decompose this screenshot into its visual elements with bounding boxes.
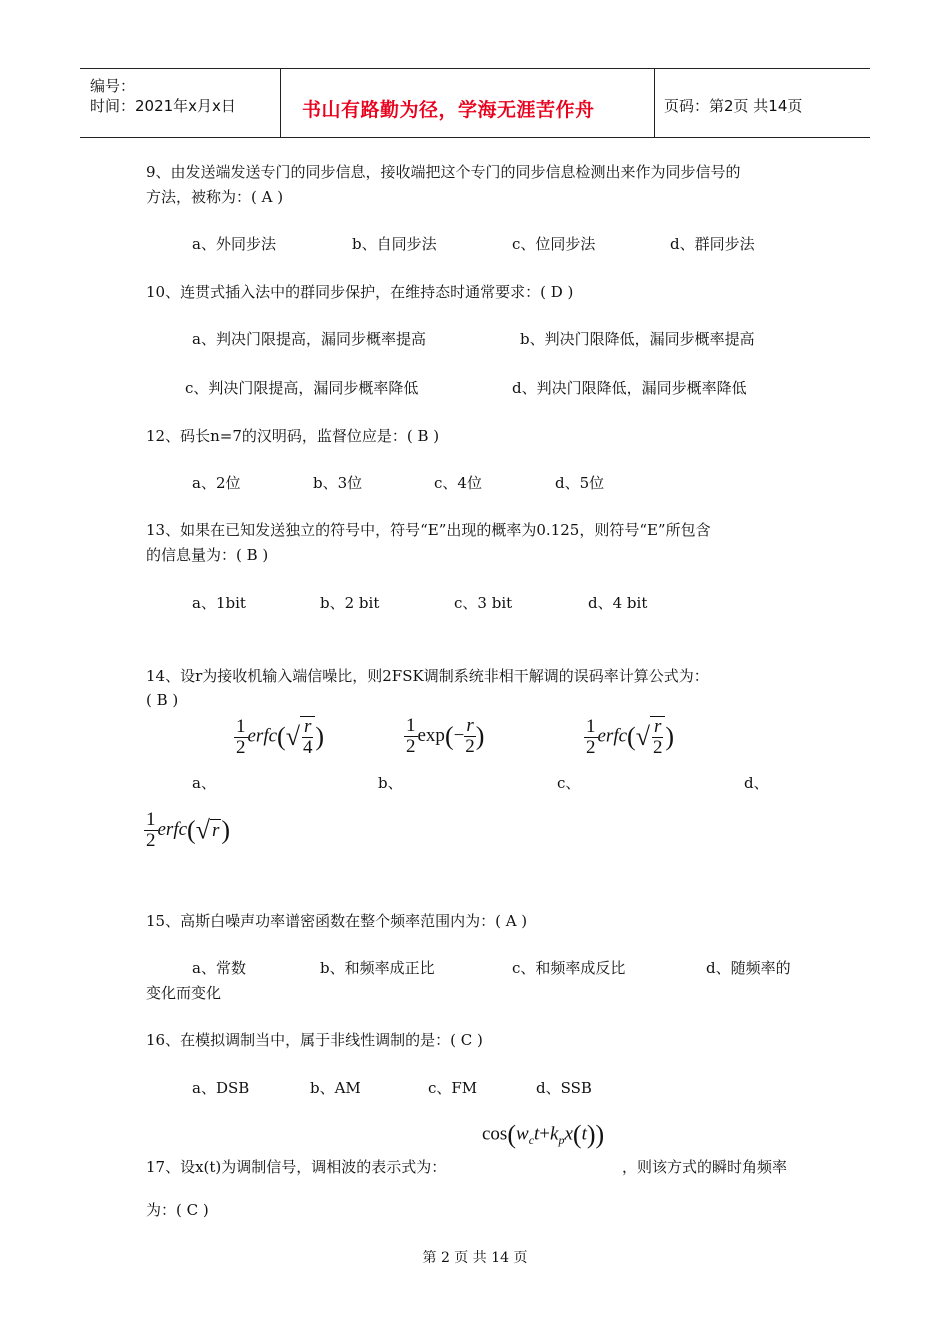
q9-option-a: a、外同步法 — [192, 235, 276, 253]
q9-option-c: c、位同步法 — [512, 235, 596, 253]
q16-option-a: a、DSB — [192, 1079, 250, 1097]
fraction: $\frac{1}{2}$ — [586, 715, 596, 758]
fraction: $\frac{1}{2}$ — [236, 715, 246, 758]
page-footer: 第 2 页 共 14 页 — [422, 1250, 528, 1266]
q13-option-a: a、1bit — [192, 594, 246, 612]
q12-option-b: b、3位 — [313, 474, 363, 492]
q10-option-c: c、判决门限提高，漏同步概率降低 — [185, 379, 419, 397]
fraction: $\frac{1}{2}$ — [146, 809, 156, 851]
q15-line1: 15、高斯白噪声功率谱密函数在整个频率范围内为：( A ) — [146, 912, 528, 930]
q17-line1: 17、设x(t)为调制信号，调相波的表示式为： — [146, 1158, 447, 1176]
q10-option-a: a、判决门限提高，漏同步概率提高 — [192, 330, 426, 348]
q17-line2: 为：( C ) — [146, 1201, 209, 1219]
q13-line1: 13、如果在已知发送独立的符号中，符号“E”出现的概率为0.125，则符号“E”所包含 — [146, 521, 711, 539]
q10-option-b: b、判决门限降低，漏同步概率提高 — [520, 330, 755, 348]
q14-line1: 14、设r为接收机输入端信噪比，则2FSK调制系统非相干解调的误码率计算公式为： — [146, 667, 709, 685]
q9-option-d: d、群同步法 — [670, 235, 755, 253]
q9-line1: 9、由发送端发送专门的同步信息，接收端把这个专门的同步信息检测出来作为同步信号的 — [146, 163, 741, 181]
q13-option-d: d、4 bit — [588, 594, 648, 612]
q17-line1-tail: ，则该方式的瞬时角频率 — [622, 1158, 788, 1176]
q15-continuation: 变化而变化 — [146, 984, 222, 1002]
q9-option-b: b、自同步法 — [352, 235, 437, 253]
q14-option-c: c、 — [557, 774, 581, 792]
q16-option-d: d、SSB — [536, 1079, 592, 1097]
q15-option-b: b、和频率成正比 — [320, 959, 435, 977]
header-divider — [280, 69, 281, 137]
formula-d: $\frac{1}{2}$ erfc(√ r) — [146, 809, 231, 851]
q12-option-a: a、2位 — [192, 474, 241, 492]
header-divider — [654, 69, 655, 137]
q16-option-b: b、AM — [310, 1079, 361, 1097]
q14-option-d: d、 — [744, 774, 769, 792]
q16-option-c: c、FM — [428, 1079, 478, 1097]
q10-line1: 10、连贯式插入法中的群同步保护，在维持态时通常要求：( D ) — [146, 283, 574, 301]
q12-option-c: c、4位 — [434, 474, 482, 492]
q14-option-b: b、 — [378, 774, 403, 792]
formula-c: $\frac{1}{2}$ erfc(√ $\frac{r}{2}$ ) — [586, 715, 675, 758]
q14-line2: ( B ) — [146, 691, 179, 709]
fraction: $\frac{1}{2}$ — [406, 715, 416, 757]
number-label: 编号： — [90, 77, 136, 95]
q15-option-a: a、常数 — [192, 959, 246, 977]
q15-option-d: d、随频率的 — [706, 959, 791, 977]
motto: 书山有路勤为径，学海无涯苦作舟 — [302, 99, 595, 121]
q13-option-c: c、3 bit — [454, 594, 513, 612]
q12-line1: 12、码长n=7的汉明码，监督位应是：( B ) — [146, 427, 440, 445]
q12-option-d: d、5位 — [555, 474, 605, 492]
q10-option-d: d、判决门限降低，漏同步概率降低 — [512, 379, 747, 397]
q9-line2: 方法，被称为：( A ) — [146, 188, 284, 206]
q16-line1: 16、在模拟调制当中，属于非线性调制的是：( C ) — [146, 1031, 483, 1049]
q15-option-c: c、和频率成反比 — [512, 959, 626, 977]
page-info: 页码：第2页 共14页 — [664, 97, 803, 115]
time-label: 时间：2021年x月x日 — [90, 97, 236, 115]
formula-a: $\frac{1}{2}$ erfc(√ $\frac{r}{4}$ ) — [236, 715, 325, 758]
q14-option-a: a、 — [192, 774, 216, 792]
header-table — [80, 68, 870, 138]
formula-phase-modulation: $\cos(w_ct+k_px(t))$ — [482, 1120, 605, 1149]
q13-option-b: b、2 bit — [320, 594, 380, 612]
q13-line2: 的信息量为：( B ) — [146, 546, 269, 564]
formula-b: $\frac{1}{2}$ exp(− $\frac{r}{2}$ ) — [406, 715, 485, 757]
